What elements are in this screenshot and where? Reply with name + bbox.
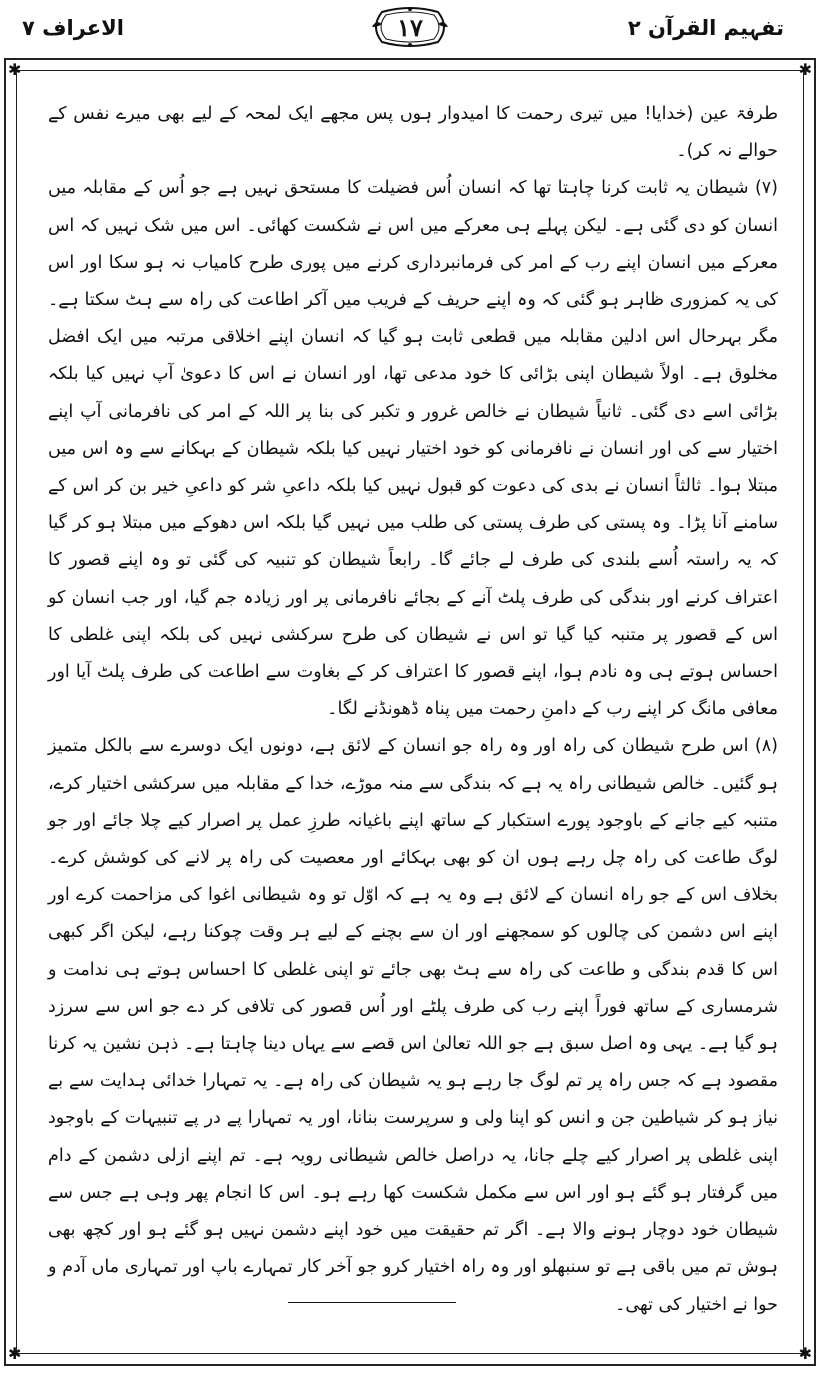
paragraph-continuation: طرفۃ عین (خدایا! میں تیری رحمت کا امیدوار ہوں پس مجھے ایک لمحہ کے لیے بھی میرے نفس کے حوالے نہ کر)۔ (48, 104, 778, 162)
corner-ornament-icon: ✱ (8, 60, 22, 79)
book-title: تفہیم القرآن ۲ (627, 16, 784, 40)
corner-ornament-icon: ✱ (8, 1344, 22, 1363)
corner-ornament-icon: ✱ (798, 60, 812, 79)
note-8: (۸) اس طرح شیطان کی راہ اور وہ راہ جو انسان کے لائق ہے، دونوں ایک دوسرے سے بالکل متمیز ہو گئیں۔ خالص شیطانی راہ یہ ہے کہ بندگی سے منہ موڑے، خدا کے مقابلہ میں سرکشی اختیار کرے، متنبہ کیے جانے کے باوجود پورے استکبار کے ساتھ اپنے باغیانہ طرزِ عمل پر اصرار کیے چلا جائے اور جو لوگ طاعت کی راہ چل رہے ہوں ان کو بھی بہکائے اور معصیت کی راہ پر لانے کی کوشش کرے۔ بخلاف اس کے جو راہ انسان کے لائق ہے وہ یہ ہے کہ اوّل تو وہ شیطانی اغوا کی مزاحمت کرے اور اپنے اس دشمن کی چالوں کو سمجھنے اور ان سے بچنے کے لیے ہر وقت چوکنا رہے، لیکن اگر کبھی اس کا قدم بندگی و طاعت کی راہ سے ہٹ بھی جائے تو اپنی غلطی کا احساس ہوتے ہی ندامت و شرمساری کے ساتھ فوراً اپنے رب کی طرف پلٹے اور اُس قصور کی تلافی کر دے جو اس سے سرزد ہو گیا ہے۔ یہی وہ اصل سبق ہے جو اللہ تعالیٰ اس قصے سے یہاں دینا چاہتا ہے۔ ذہن نشین یہ کرنا مقصود ہے کہ جس راہ پر تم لوگ جا رہے ہو یہ شیطان کی راہ ہے۔ یہ تمہارا خدائی ہدایت سے بے نیاز ہو کر شیاطین جن و انس کو اپنا ولی و سرپرست بنانا، اور یہ تمہارا پے در پے تنبیہات کے باوجود اپنی غلطی پر اصرار کیے چلے جانا، یہ دراصل خالص شیطانی رویہ ہے۔ تم اپنے ازلی دشمن کے دام میں گرفتار ہو گئے ہو اور اس سے مکمل شکست کھا رہے ہو۔ اس کا انجام پھر وہی ہے جس سے شیطان خود دوچار ہونے والا ہے۔ اگر تم حقیقت میں خود اپنے دشمن نہیں ہو گئے ہو اور کچھ بھی ہوش تم میں باقی ہے تو سنبھلو اور وہ راہ اختیار کرو جو آخر کار تمہارے باپ اور تمہاری ماں آدم و حوا نے اختیار کی تھی۔ (48, 736, 778, 1315)
commentary-text (48, 96, 778, 1324)
corner-ornament-icon: ✱ (798, 1344, 812, 1363)
page-header (8, 4, 816, 58)
surah-name: الاعراف ۷ (22, 16, 124, 40)
page-number: ۱۷ (397, 13, 423, 42)
end-divider (288, 1302, 456, 1303)
note-7: (۷) شیطان یہ ثابت کرنا چاہتا تھا کہ انسان اُس فضیلت کا مستحق نہیں ہے جو اُس کے مقابلہ میں انسان کو دی گئی ہے۔ لیکن پہلے ہی معرکے میں اس نے شکست کھائی۔ اس میں شک نہیں کہ اس معرکے میں انسان اپنے رب کے امر کی فرمانبرداری کرنے میں پوری طرح کامیاب نہ ہو سکا اور اس کی یہ کمزوری ظاہر ہو گئی کہ وہ اپنے حریف کے فریب میں آکر اطاعت کی راہ سے ہٹ سکتا ہے۔ مگر بہرحال اس ادلین مقابلہ میں قطعی ثابت ہو گیا کہ انسان اپنے اخلاقی مرتبہ میں ایک افضل مخلوق ہے۔ اولاً شیطان اپنی بڑائی کا خود مدعی تھا، اور انسان نے اس کا دعویٰ آپ نہیں کیا بلکہ بڑائی اسے دی گئی۔ ثانیاً شیطان نے خالص غرور و تکبر کی بنا پر اللہ کے امر کی نافرمانی آپ اپنے اختیار سے کی اور انسان نے نافرمانی کو خود اختیار نہیں کیا بلکہ شیطان کے بہکانے سے وہ اس میں مبتلا ہوا۔ ثالثاً انسان نے بدی کی دعوت کو قبول نہیں کیا بلکہ داعیِ شر کو داعیِ خیر بن کر اس کے سامنے آنا پڑا۔ وہ پستی کی طرف پستی کی طلب میں نہیں گیا بلکہ اس دھوکے میں مبتلا ہو کر گیا کہ یہ راستہ اُسے بلندی کی طرف لے جائے گا۔ رابعاً شیطان کو تنبیہ کی گئی تو وہ اپنے قصور کا اعتراف کرنے اور بندگی کی طرف پلٹ آنے کے بجائے نافرمانی پر اور زیادہ جم گیا، اور جب انسان کو اس کے قصور پر متنبہ کیا گیا تو اس نے شیطان کی طرح سرکشی نہیں کی بلکہ اپنی غلطی کا احساس ہوتے ہی وہ نادم ہوا، اپنے قصور کا اعتراف کر کے بغاوت سے اطاعت کی طرف پلٹ آیا اور معافی مانگ کر اپنے رب کے دامنِ رحمت میں پناہ ڈھونڈنے لگا۔ (48, 178, 778, 720)
page-number-badge (368, 6, 452, 48)
